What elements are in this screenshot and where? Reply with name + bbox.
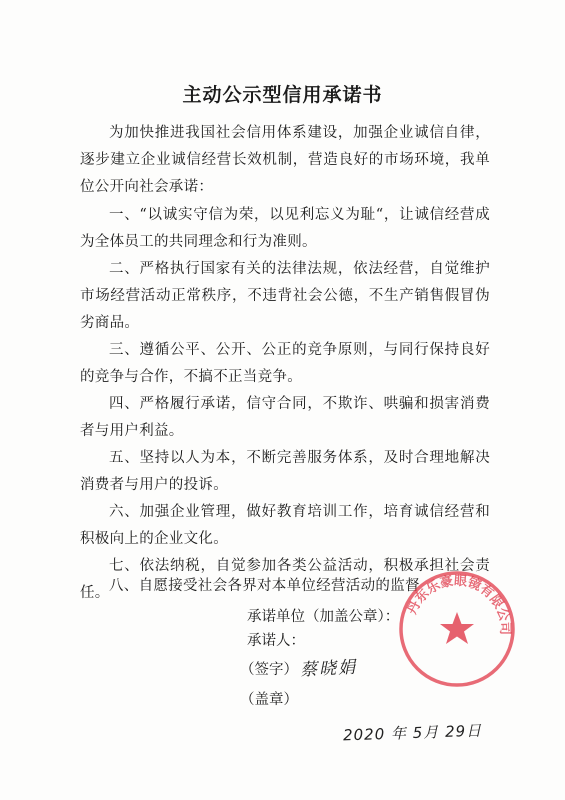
commitment-item-4: 四、严格履行承诺，信守合同，不欺诈、哄骗和损害消费者与用户利益。 — [80, 396, 490, 439]
commitment-item-7: 七、依法纳税，自觉参加各类公益活动，积极承担社会责任。 — [80, 558, 490, 601]
commitment-item-8: 八、自愿接受社会各界对本单位经营活动的监督 — [109, 578, 420, 594]
commitment-item-6: 六、加强企业管理，做好教育培训工作，培育诚信经营和积极向上的企业文化。 — [80, 504, 490, 547]
handwritten-signature: 蔡晓娟 — [299, 657, 358, 681]
signature-sign-label: （签字） — [240, 662, 298, 678]
commitment-item-5: 五、坚持以人为本，不断完善服务体系，及时合理地解决消费者与用户的投诉。 — [80, 450, 490, 493]
signature-person-label: 承诺人： — [247, 633, 305, 649]
handwritten-date: 2020 年 5月 29日 — [342, 721, 483, 745]
commitment-item-1: 一、“以诚实守信为荣，以见利忘义为耻“，让诚信经营成为全体员工的共同理念和行为准则。 — [80, 207, 490, 250]
document-title: 主动公示型信用承诺书 — [182, 84, 383, 106]
seal-text: 丹东乐豪眼镜有限公司 — [404, 573, 513, 636]
commitment-item-3: 三、遵循公平、公开、公正的竞争原则，与同行保持良好的竞争与合作，不搞不正当竞争。 — [80, 342, 490, 385]
commitment-item-2: 二、严格执行国家有关的法律法规，依法经营，自觉维护市场经营活动正常秩序，不违背社会公德，不生产销售假冒伪劣商品。 — [80, 261, 490, 331]
intro-paragraph: 为加快推进我国社会信用体系建设，加强企业诚信自律，逐步建立企业诚信经营长效机制，营造良好的市场环境，我单位公开向社会承诺： — [80, 125, 490, 195]
signature-seal-label: （盖章） — [240, 692, 298, 708]
company-seal-icon — [398, 570, 516, 688]
signature-unit-label: 承诺单位（加盖公章）： — [247, 609, 400, 625]
